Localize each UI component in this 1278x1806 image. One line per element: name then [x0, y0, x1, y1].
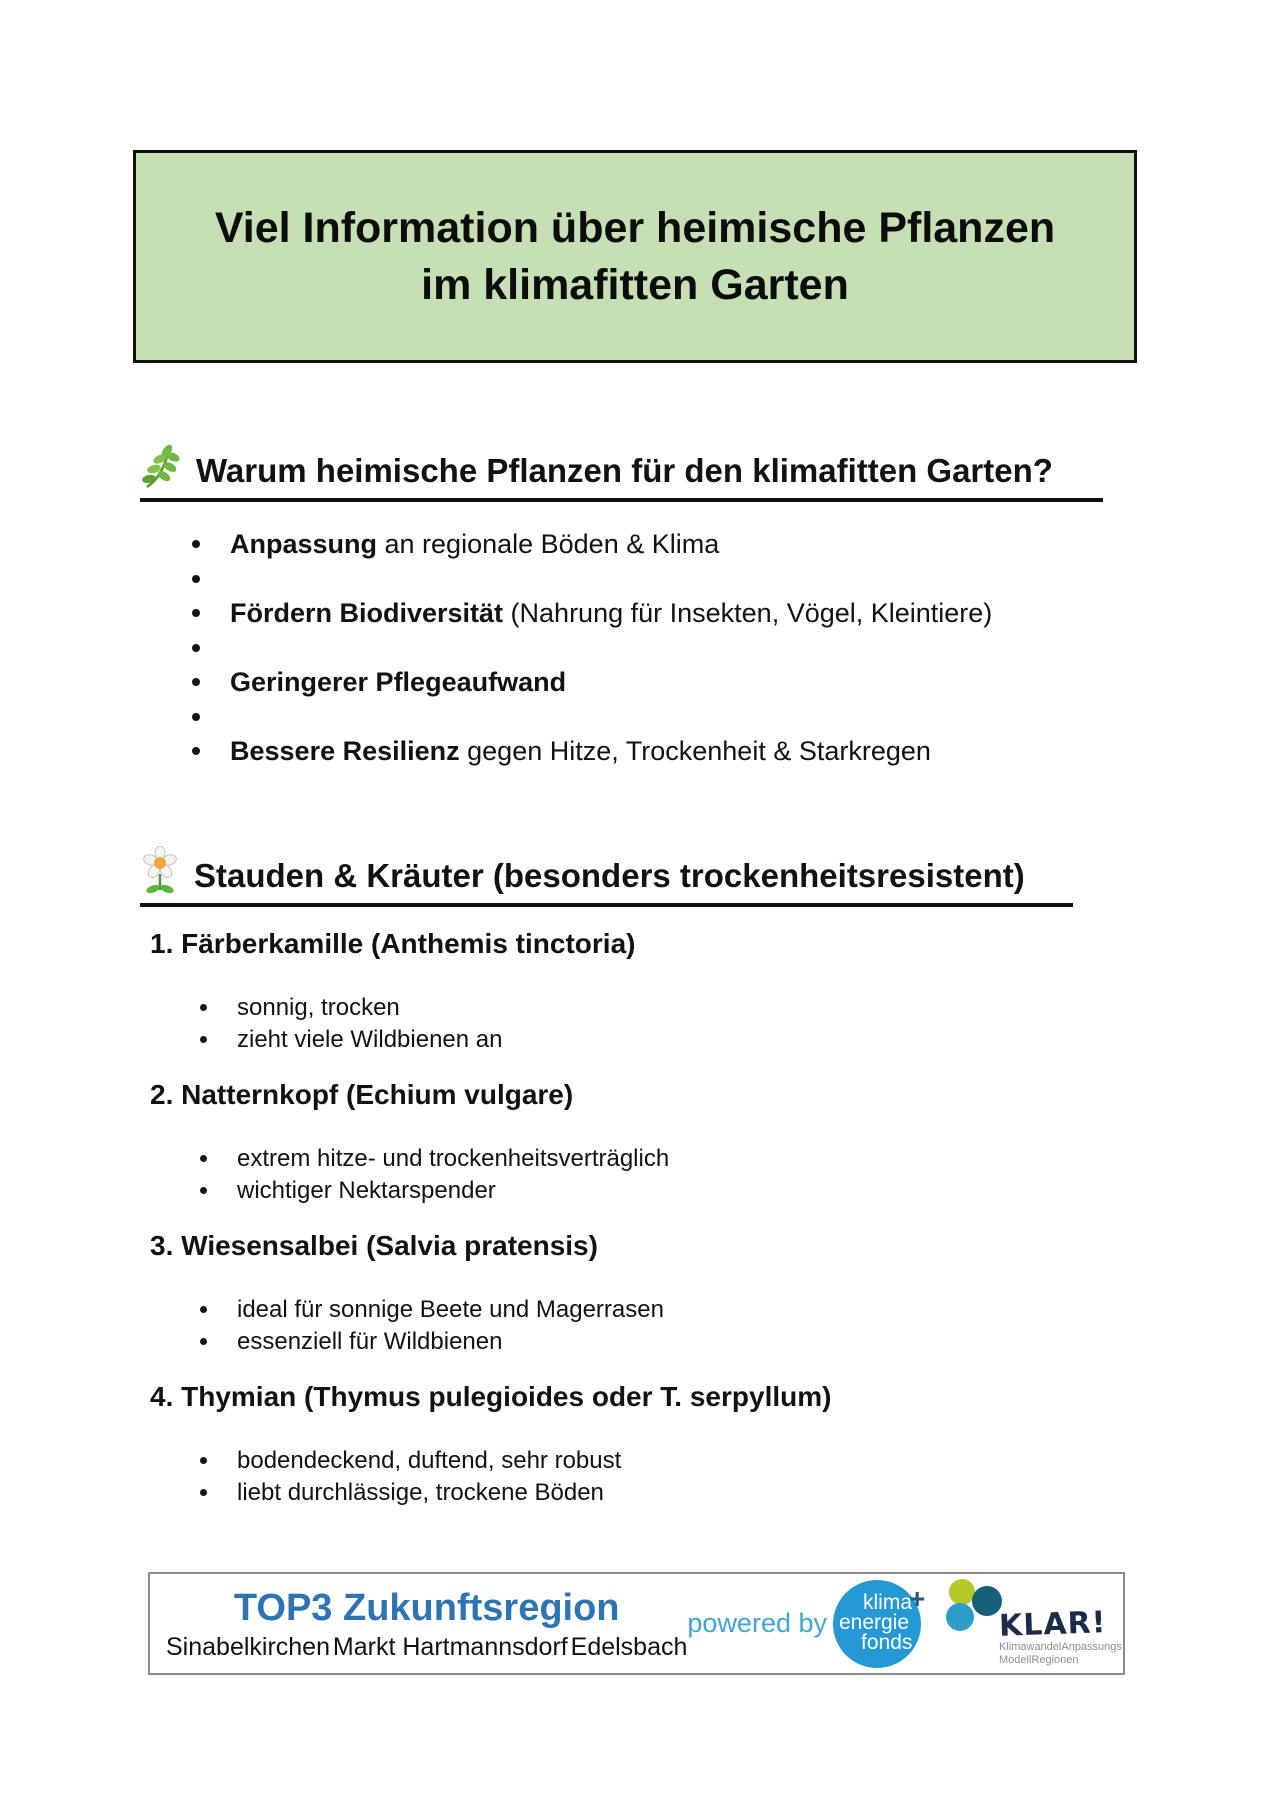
list-item	[192, 734, 1092, 769]
list-item-empty	[192, 631, 1092, 666]
list-item	[200, 1294, 1130, 1326]
bullet-dot-icon	[200, 1306, 207, 1313]
bullet-dot-icon	[200, 1155, 207, 1162]
plant-entry-faerberkamille	[150, 926, 1130, 1056]
fund-plus-icon: +	[909, 1582, 926, 1614]
page-title-line2: im klimafitten Garten	[421, 260, 849, 309]
list-item	[200, 1024, 1130, 1056]
list-item-rest: an regionale Böden & Klima	[377, 529, 720, 559]
list-item-text: extrem hitze- und trockenheitsverträglich	[237, 1145, 670, 1172]
klar-wordmark: KLAR!	[998, 1605, 1107, 1644]
plant-bullets	[150, 992, 1130, 1056]
list-item-text	[230, 596, 992, 631]
footer-logos-block	[687, 1574, 1122, 1673]
footer-region-block	[166, 1586, 687, 1662]
region-towns	[166, 1632, 687, 1662]
page-title-line1: Viel Information über heimische Pflanzen	[214, 203, 1056, 252]
list-item	[200, 1445, 1130, 1477]
bullet-dot-icon	[192, 575, 200, 583]
bullet-dot-icon	[200, 1004, 207, 1011]
plant-bullets	[150, 1143, 1130, 1207]
list-item-lead: Bessere Resilienz	[230, 736, 460, 766]
plant-title: 4. Thymian (Thymus pulegioides oder T. serpyllum)	[150, 1381, 832, 1412]
town-edelsbach: Edelsbach	[570, 1632, 688, 1661]
footer-banner	[148, 1572, 1125, 1675]
list-item-text	[230, 734, 931, 769]
list-item-text: ideal für sonnige Beete und Magerrasen	[237, 1296, 664, 1323]
fund-word-fonds: fonds	[861, 1630, 913, 1654]
list-item	[200, 1477, 1130, 1509]
bullet-dot-icon	[200, 1457, 207, 1464]
list-item-rest: (Nahrung für Insekten, Vögel, Kleintiere)	[503, 598, 993, 628]
plant-bullets	[150, 1294, 1130, 1358]
bullet-dot-icon	[200, 1187, 207, 1194]
bullet-dot-icon	[192, 644, 200, 652]
list-item-empty	[192, 562, 1092, 597]
title-box	[133, 150, 1137, 363]
section-heading-text-why: Warum heimische Pflanzen für den klimafitten Garten?	[196, 452, 1053, 489]
bullet-dot-icon	[200, 1338, 207, 1345]
why-bullet-list	[192, 527, 1092, 769]
list-item	[200, 1175, 1130, 1207]
fund-word-energie: energie	[839, 1610, 910, 1634]
section-heading-why	[140, 443, 1103, 502]
fund-word-klima: klima	[863, 1590, 913, 1614]
plant-title: 2. Natternkopf (Echium vulgare)	[150, 1079, 574, 1110]
town-markt-hartmannsdorf: Markt Hartmannsdorf	[332, 1632, 568, 1661]
list-item-lead: Fördern Biodiversität	[230, 598, 504, 628]
plant-bullets	[150, 1445, 1130, 1509]
list-item	[200, 1326, 1130, 1358]
flower-icon	[140, 846, 180, 899]
list-item-rest: gegen Hitze, Trockenheit & Starkregen	[459, 736, 931, 766]
plant-list	[150, 926, 1130, 1530]
list-item-lead: Geringerer Pflegeaufwand	[230, 667, 567, 697]
section-heading-stauden	[140, 846, 1073, 907]
klar-subtitle-line1: KlimawandelAnpassungs	[999, 1641, 1122, 1653]
list-item-lead: Anpassung	[230, 529, 378, 559]
plant-title: 3. Wiesensalbei (Salvia pratensis)	[150, 1230, 598, 1261]
bullet-dot-icon	[192, 540, 200, 548]
list-item-text: zieht viele Wildbienen an	[237, 1026, 503, 1053]
klima-energie-fonds-logo	[831, 1578, 927, 1670]
list-item-text	[230, 527, 719, 562]
list-item-text: sonnig, trocken	[237, 994, 400, 1021]
list-item-text: essenziell für Wildbienen	[237, 1328, 503, 1355]
plant-entry-natternkopf	[150, 1077, 1130, 1207]
klar-subtitle	[999, 1641, 1122, 1667]
bullet-dot-icon	[192, 747, 200, 755]
list-item	[192, 596, 1092, 631]
list-item	[192, 665, 1092, 700]
herb-icon	[140, 443, 182, 494]
klar-logo	[943, 1575, 1122, 1672]
list-item-text: wichtiger Nektarspender	[237, 1177, 496, 1204]
klar-subtitle-line2: ModellRegionen	[999, 1654, 1079, 1666]
list-item-text: liebt durchlässige, trockene Böden	[237, 1479, 604, 1506]
list-item	[200, 992, 1130, 1024]
list-item	[200, 1143, 1130, 1175]
list-item-text	[230, 665, 566, 700]
town-sinabelkirchen: Sinabelkirchen	[166, 1632, 330, 1661]
powered-by-label: powered by	[687, 1608, 827, 1638]
bullet-dot-icon	[192, 713, 200, 721]
bullet-dot-icon	[200, 1489, 207, 1496]
region-title: TOP3 Zukunftsregion	[233, 1586, 620, 1629]
bullet-dot-icon	[192, 609, 200, 617]
section-heading-text-stauden: Stauden & Kräuter (besonders trockenheitsresistent)	[194, 857, 1025, 894]
bullet-dot-icon	[192, 678, 200, 686]
plant-entry-wiesensalbei	[150, 1228, 1130, 1358]
list-item-empty	[192, 700, 1092, 735]
bullet-dot-icon	[200, 1036, 207, 1043]
list-item-text: bodendeckend, duftend, sehr robust	[237, 1447, 622, 1474]
plant-entry-thymian	[150, 1379, 1130, 1509]
plant-title: 1. Färberkamille (Anthemis tinctoria)	[150, 928, 636, 959]
list-item	[192, 527, 1092, 562]
